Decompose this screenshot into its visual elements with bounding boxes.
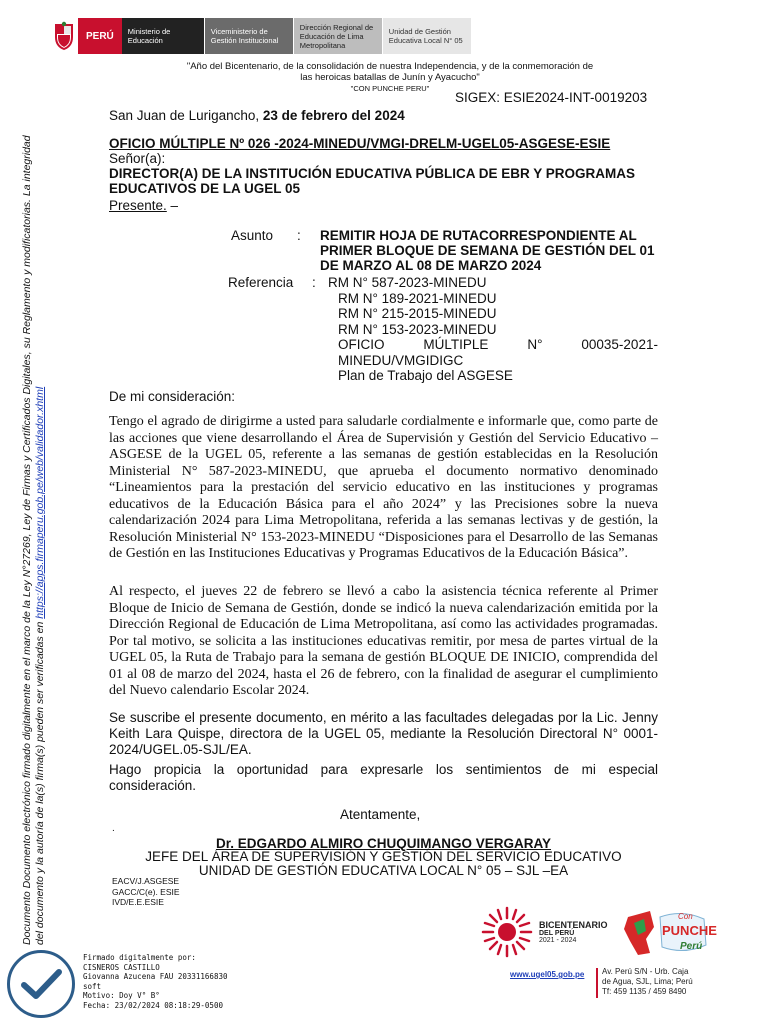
reference-item-oficio: [328, 337, 658, 353]
asunto-label: Asunto: [231, 228, 274, 243]
referencia-label: Referencia: [228, 275, 294, 290]
signer-role: [109, 850, 658, 878]
reference-item: RM N° 215-2015-MINEDU: [338, 306, 497, 321]
sigex-number: SIGEX: ESIE2024-INT-0019203: [455, 90, 648, 105]
year-motto-line2: las heroicas batallas de Junín y Ayacucho": [300, 72, 480, 83]
reference-item: RM N° 189-2021-MINEDU: [338, 290, 497, 306]
reference-item: RM N° 587-2023-MINEDU: [328, 275, 487, 290]
presente-dash: –: [166, 198, 179, 213]
bicentenario-title: BICENTENARIO: [539, 920, 608, 930]
con-punche-motto: "CON PUNCHE PERU": [350, 84, 430, 93]
address-divider: [596, 968, 598, 998]
body-paragraph-2: Al respecto, el jueves 22 de febrero se llevó a cabo la asistencia técnica referente al Primer Bloque de Inicio de Semana de Gestión, donde se indicó la nueva calendarización emitida por la Dirección Regional de Educación de Lima Metropolitana, así como las actividades programadas. Por tal motivo, se solicita a las instituciones educativas remitir, por mesa de partes virtual de la UGEL 05, la Ruta de Trabajo para la semana de gestión BLOQUE DE INICIO, comprendida del 01 al 08 de marzo del 2024, hasta el 26 de febrero, con la finalidad de asegurar el cumplimiento del Nuevo calendario Escolar 2024.: [109, 584, 658, 698]
digital-signature-block: [83, 953, 228, 1010]
ref-oficio-word: OFICIO: [338, 337, 385, 352]
signature-line: Firmado digitalmente por:: [83, 953, 196, 962]
logo-viceministerio: Viceministerio de Gestión Institucional: [204, 18, 293, 54]
signature-check-icon: [7, 950, 75, 1018]
place: San Juan de Lurigancho,: [109, 108, 260, 123]
address-line: Tf: 459 1135 / 459 8490: [602, 987, 687, 996]
bicentenario-text: [539, 920, 608, 944]
asunto-colon: :: [297, 228, 301, 243]
punche-main: PUNCHE: [662, 923, 717, 938]
body-paragraph-4: Hago propicia la oportunidad para expresarle los sentimientos de mi especial consideración.: [109, 762, 658, 793]
greeting: De mi consideración:: [109, 389, 236, 404]
bicentenario-subtitle: DEL PERÚ: [539, 930, 575, 937]
presente: [109, 198, 178, 213]
ref-oficio-word: MÚLTIPLE: [423, 337, 489, 352]
logo-peru: PERÚ: [78, 18, 122, 54]
salutation-title: Señor(a):: [109, 151, 166, 166]
institution-logo-strip: [50, 18, 471, 54]
ref-oficio-word: N°: [527, 337, 543, 352]
signature-line: Fecha: 23/02/2024 08:18:29-0500: [83, 1000, 223, 1010]
body-paragraph-3: Se suscribe el presente documento, en mérito a las facultades delegadas por la Lic. Jenny Keith Lara Quispe, directora de la UGEL 05, mediante la Resolución Directoral N° 0001- 2024/UGEL.05-SJL/EA.: [109, 710, 658, 757]
website-link[interactable]: www.ugel05.gob.pe: [510, 970, 585, 979]
asunto-text: REMITIR HOJA DE RUTACORRESPONDIENTE AL PRIMER BLOQUE DE SEMANA DE GESTIÓN DEL 01 DE MARZO AL 08 DE MARZO 2024: [320, 228, 655, 273]
digital-signature-legal-note: [21, 105, 47, 945]
year-motto: [90, 61, 690, 83]
logo-unidad-gestion: Unidad de Gestión Educativa Local N° 05: [382, 18, 471, 54]
body-paragraph-1: Tengo el agrado de dirigirme a usted para saludarle cordialmente e informarle que, como parte de las acciones que viene desarrollando el Área de Supervisión y Gestión del Servicio Educativo – ASGESE de la UGEL 05, referente a las semanas de gestión establecidas en la Resolución Ministerial N° 587-2023-MINEDU, que aprueba el documento normativo denominado “Lineamientos para la prestación del servicio educativo en las instituciones y programas educativos de la Educación Básica para el año 2024” y las Precisiones sobre la nueva calendarización 2024 para Lima Metropolitana, referida a las semanas lectivas y de gestión, la Resolución Ministerial N° 153-2023-MINEDU “Disposiciones para el Desarrollo de las Semanas de Gestión en las Instituciones Educativas y Programas Educativos de la Educación Básica”.: [109, 414, 658, 561]
initials-line: EACV/J.ASGESE: [112, 876, 180, 886]
logo-ministerio: Ministerio de Educación: [122, 18, 204, 54]
referencia-colon: :: [312, 275, 316, 290]
oficio-number: OFICIO MÚLTIPLE Nº 026 -2024-MINEDU/VMGI-DRELM-UGEL05-ASGESE-ESIE: [109, 136, 611, 151]
punche-peru: Perú: [680, 941, 703, 952]
reference-item: RM N° 153-2023-MINEDU: [338, 321, 497, 337]
signature-line: CISNEROS CASTILLO: [83, 962, 160, 972]
closing: Atentamente,: [340, 807, 421, 822]
punche-con: Con: [678, 912, 693, 921]
legal-note-line1: Documento Documento electrónico firmado digitalmente en el marco de la Ley N°27269, Ley de Firmas y Certificados Digitales, su Reglamento y modificatorias. La integridad: [21, 135, 33, 945]
bicentenario-logo: [481, 906, 608, 958]
address-line: de Agua, SJL, Lima; Perú: [602, 977, 693, 986]
legal-note-line2: [34, 105, 47, 945]
signature-line: Motivo: Doy V° B°: [83, 991, 160, 1000]
closing-dot: .: [112, 823, 115, 834]
reference-list: [328, 275, 658, 384]
signature-line: Giovanna Azucena FAU 20331166830: [83, 972, 228, 981]
peru-coat-of-arms-icon: [50, 18, 78, 54]
presente-word: Presente.: [109, 198, 167, 213]
addressee: DIRECTOR(A) DE LA INSTITUCIÓN EDUCATIVA PÚBLICA DE EBR Y PROGRAMAS EDUCATIVOS DE LA UGEL 05: [109, 166, 636, 196]
date: 23 de febrero del 2024: [262, 108, 405, 123]
logo-direccion-regional: Dirección Regional de Educación de Lima Metropolitana: [293, 18, 382, 54]
signature-line: soft: [83, 981, 102, 991]
con-punche-peru-logo: [620, 905, 717, 961]
initials-line: GACC/C(e). ESIE: [112, 886, 180, 897]
bicentenario-sunburst-icon: [481, 906, 533, 958]
ref-oficio-word: 00035-2021-: [581, 337, 658, 352]
signer-role-line1: JEFE DEL ÁREA DE SUPERVISIÓN Y GESTIÓN DEL SERVICIO EDUCATIVO: [145, 849, 622, 864]
signer-name: Dr. EDGARDO ALMIRO CHUQUIMANGO VERGARAY: [215, 836, 552, 851]
signer-role-line2: UNIDAD DE GESTIÓN EDUCATIVA LOCAL N° 05 – SJL –EA: [198, 863, 569, 878]
year-motto-line1: "Año del Bicentenario, de la consolidación de nuestra Independencia, y de la conmemoración de: [186, 61, 594, 72]
bicentenario-years: 2021 - 2024: [539, 937, 577, 944]
place-date: [109, 108, 405, 123]
initials-line: IVD/E.E.ESIE: [112, 897, 164, 907]
validator-link[interactable]: https://apps.firmaperu.gob.pe/web/validador.xhtml: [34, 386, 46, 619]
legal-note-line2-text: del documento y la autoría de la(s) firma(s) pueden ser verificadas en: [34, 618, 46, 945]
initials-block: [112, 876, 180, 908]
address-block: [602, 967, 693, 997]
address-line: Av. Perú S/N - Urb. Caja: [602, 967, 689, 976]
reference-item: Plan de Trabajo del ASGESE: [338, 368, 513, 383]
reference-item-oficio-cont: MINEDU/VMGIDIGC: [338, 352, 464, 368]
